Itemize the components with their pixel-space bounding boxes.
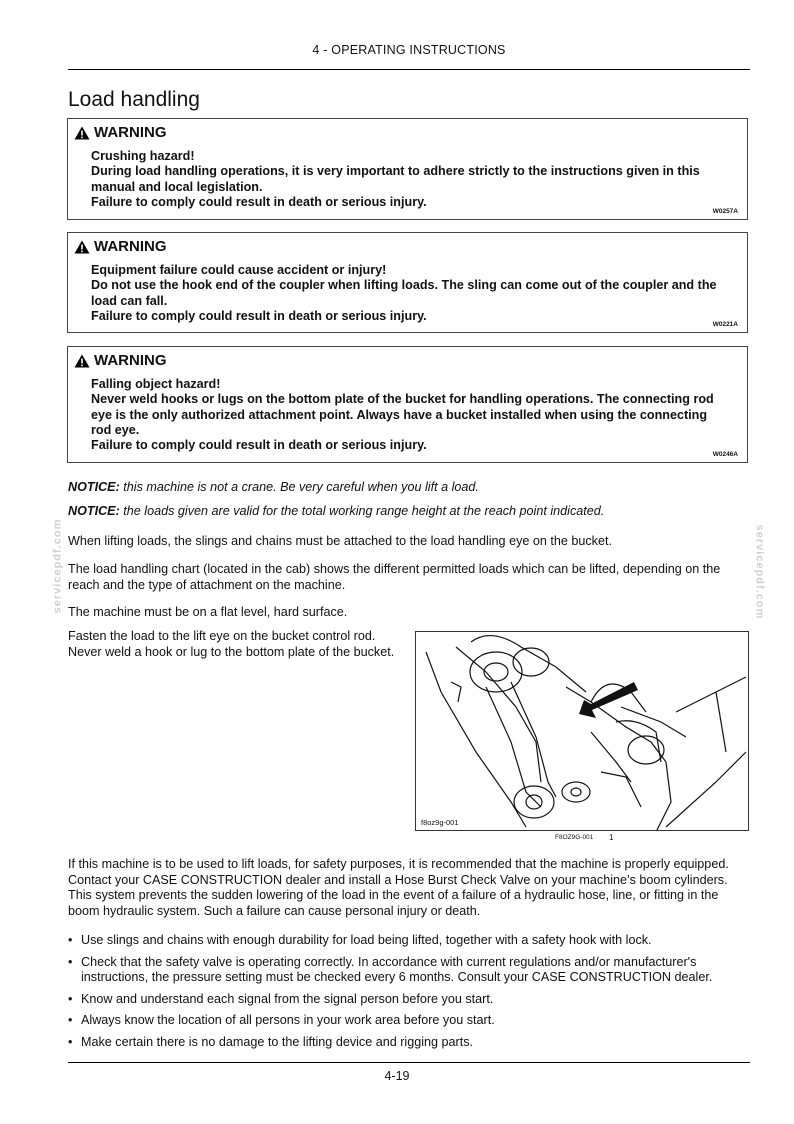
- warning-label: WARNING: [94, 352, 167, 369]
- warning-label: WARNING: [94, 238, 167, 255]
- watermark-left: servicepdf.com: [51, 518, 64, 614]
- list-item: • Check that the safety valve is operating correctly. In accordance with current regulations and/or manufacturer's instructions, the pressure setting must be checked every 6 months. Consult your CASE CONSTRUCTION dealer.: [68, 955, 750, 986]
- list-item: • Know and understand each signal from the signal person before you start.: [68, 992, 750, 1008]
- warning-header: [74, 238, 167, 255]
- bucket-lift-eye-illustration: [415, 631, 749, 831]
- body-paragraph: Fasten the load to the lift eye on the bucket control rod. Never weld a hook or lug to the bottom plate of the bucket.: [68, 629, 395, 659]
- warning-line: Do not use the hook end of the coupler when lifting loads. The sling can come out of the coupler and the load can fall.: [91, 278, 717, 308]
- notice-label: NOTICE:: [68, 504, 120, 518]
- list-item: • Make certain there is no damage to the lifting device and rigging parts.: [68, 1035, 750, 1051]
- warning-line: Failure to comply could result in death or serious injury.: [91, 194, 427, 209]
- warning-text: [91, 263, 729, 324]
- watermark-right: servicepdf.com: [753, 524, 766, 620]
- warning-code: W0221A: [712, 321, 738, 328]
- warning-header: [74, 352, 167, 369]
- warning-line: Never weld hooks or lugs on the bottom plate of the bucket for handling operations. The connecting rod eye is the only authorized attachment point. Always have a bucket installed when using the connecting rod eye.: [91, 392, 714, 437]
- header-divider: [68, 69, 750, 70]
- list-item: • Always know the location of all persons in your work area before you start.: [68, 1013, 750, 1029]
- notice-load-values: [68, 504, 750, 520]
- notice-text: the loads given are valid for the total working range height at the reach point indicated.: [119, 504, 605, 518]
- figure-number: 1: [609, 833, 614, 842]
- warning-triangle-icon: [74, 354, 90, 368]
- warning-triangle-icon: [74, 240, 90, 254]
- notice-text: this machine is not a crane. Be very careful when you lift a load.: [119, 480, 479, 494]
- figure-caption: F8OZ9G-001: [555, 834, 594, 841]
- notice-label: NOTICE:: [68, 480, 120, 494]
- bucket-linkage-drawing: [416, 632, 749, 831]
- section-header: 4 - OPERATING INSTRUCTIONS: [312, 43, 506, 57]
- warning-line: Failure to comply could result in death or serious injury.: [91, 438, 427, 453]
- warning-triangle-icon: [74, 126, 90, 140]
- safety-bullet-list: [68, 933, 750, 1056]
- warning-line: Falling object hazard!: [91, 377, 221, 391]
- footer-divider: [68, 1062, 750, 1063]
- page-number: 4-19: [384, 1069, 410, 1083]
- warning-code: W0246A: [712, 451, 738, 458]
- body-paragraph: If this machine is to be used to lift loads, for safety purposes, it is recommended that the machine is properly equipped. Contact your CASE CONSTRUCTION dealer and install a Hose Burst Check Valve on your machine’s boom cylinders. This system prevents the sudden lowering of the load in the event of a failure of a hydraulic hose, line, or fitting in the boom hydraulic system. Such a failure can cause personal injury or death.: [68, 857, 729, 918]
- figure-inner-label: f8oz9g-001: [421, 818, 459, 827]
- warning-label: WARNING: [94, 124, 167, 141]
- body-paragraph: When lifting loads, the slings and chains must be attached to the load handling eye on the bucket.: [68, 534, 612, 548]
- page-title: Load handling: [68, 88, 200, 111]
- warning-box-equipment-failure: [67, 232, 748, 333]
- warning-text: [91, 149, 729, 210]
- warning-line: Failure to comply could result in death or serious injury.: [91, 308, 427, 323]
- warning-text: [91, 377, 729, 453]
- warning-code: W0257A: [712, 208, 738, 215]
- body-paragraph: The load handling chart (located in the cab) shows the different permitted loads which can be lifted, depending on the reach and the type of attachment on the machine.: [68, 562, 721, 592]
- warning-line: Equipment failure could cause accident or injury!: [91, 263, 387, 277]
- body-paragraph: The machine must be on a flat level, hard surface.: [68, 605, 348, 619]
- list-item: • Use slings and chains with enough durability for load being lifted, together with a safety hook with lock.: [68, 933, 750, 949]
- warning-box-falling-object: [67, 346, 748, 463]
- warning-line: During load handling operations, it is very important to adhere strictly to the instructions given in this manual and local legislation.: [91, 164, 700, 194]
- notice-not-crane: [68, 480, 750, 496]
- warning-line: Crushing hazard!: [91, 149, 195, 163]
- warning-box-crushing: [67, 118, 748, 220]
- warning-header: [74, 124, 167, 141]
